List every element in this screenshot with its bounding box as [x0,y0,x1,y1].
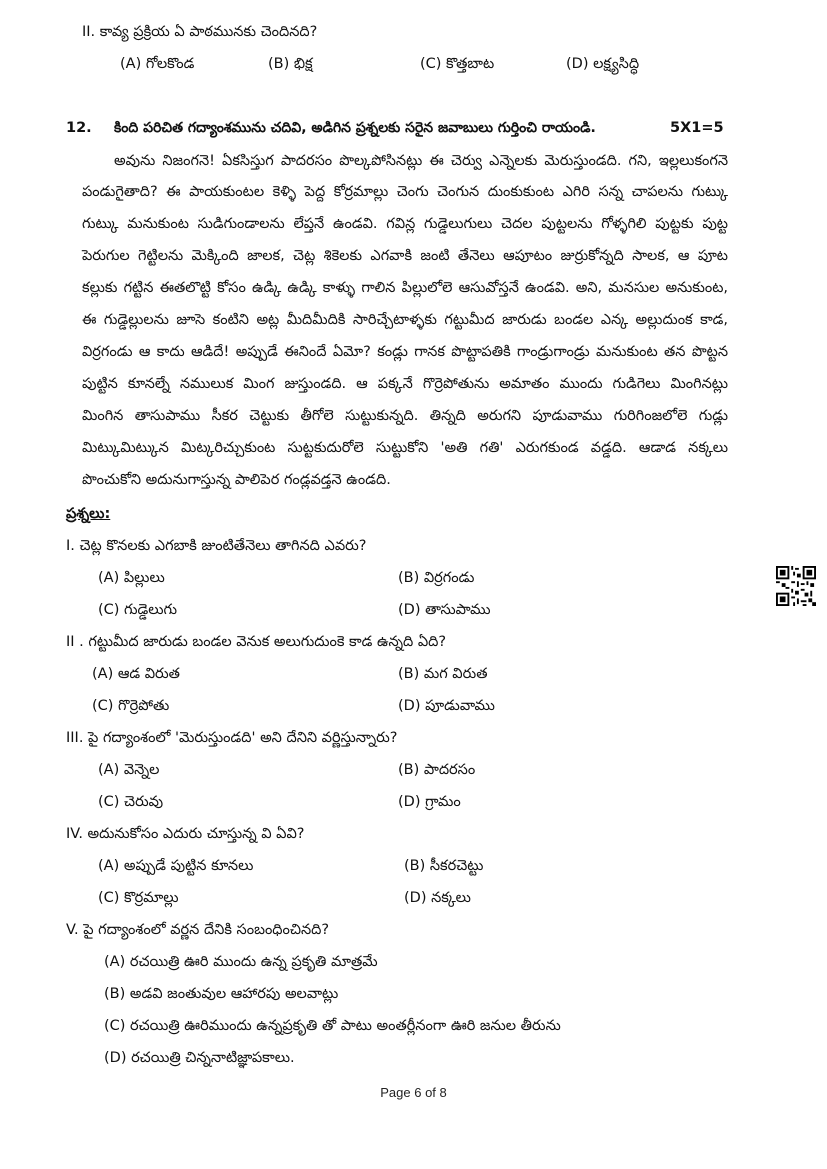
q5-option-b: (B) అడవి జంతువుల ఆహారపు అలవాట్లు [104,986,339,1002]
prev-option-c: (C) కొత్తబాట [420,56,495,72]
q4-option-c: (C) కొర్రమాల్లు [98,890,179,906]
passage-line: పెరుగుల గెట్టిలను మెక్కింది జాలక, చెట్ల శికెలకు ఎగవాకి జంటి తేనెలు ఆపూటం జుర్రుకోన్నది సాలక, ఆ పూట [82,248,728,264]
q2-option-d: (D) పూడువాము [398,698,495,714]
passage-line: ఈ గుడ్డెల్లులను జూసె కంటిని అట్ల మీదిమీదికి సారిచ్చేటాళ్ళకు గట్టుమీద జారుడు బండల ఎన్క అల్లుదుంక కాడ, [82,312,728,328]
passage-line: మిట్కుమిట్కున మిట్కరిచ్చుకుంట సుట్టకుదురోలె సుట్టుకోని 'అతి గతి' ఎరుగకుండ వడ్డది. ఆడాడ నక్కలు [82,440,728,456]
prev-option-b: (B) భిక్ష [268,56,313,72]
q2-option-c: (C) గొర్రెపోతు [92,698,170,714]
prev-question-text: II. కావ్య ప్రక్రియ ఏ పాఠమునకు చెందినది? [82,24,318,40]
page-number: Page 6 of 8 [380,1085,447,1100]
q3-option-a: (A) వెన్నెల [98,762,160,778]
passage-line: పుట్టిన కూనల్నే నములుక మింగ జుస్తుండది. ఆ పక్కనే గొర్రెపోతును అమాతం ముందు గుడిగెలు మింగినట్లు [82,376,728,392]
prev-option-d: (D) లక్ష్యసిద్ధి [566,56,640,72]
q3-option-c: (C) చెరువు [98,794,164,810]
passage-line: పండుగైతాది? ఈ పాయకుంటల కెళ్ళి పెద్ద కోర్రమాల్లు చెంగు చెంగున దుంకుకుంట ఎగిరి సన్న చాపలను గుట్కు [82,184,728,200]
sub-question-4: IV. అదునుకోసం ఎదురు చూస్తున్న వి ఏవి? [66,826,305,842]
qr-code-icon [776,566,816,606]
q1-option-d: (D) తాసుపాము [398,602,491,618]
q2-option-a: (A) ఆడ విరుత [92,666,180,682]
q3-option-d: (D) గ్రామం [398,794,461,810]
q5-option-a: (A) రచయిత్రి ఊరి ముందు ఉన్న ప్రకృతి మాత్రమే [104,954,378,970]
question-marks: 5X1=5 [670,120,724,136]
passage-line: కల్లుకు గట్టిన ఈతలొట్టి కోసం ఉడ్కి ఉడ్కి కాళ్ళు గాలిన పిల్లులోలె ఆసువోస్తనే ఉండవి. అని, మనసుల అనుకుంట, [82,280,728,296]
prev-option-a: (A) గోలకొండ [120,56,195,72]
q1-option-b: (B) విర్రగండు [398,570,475,586]
q1-option-a: (A) పిల్లులు [98,570,165,586]
passage-line: అవును నిజంగనె! ఏకసిస్తుగ పాదరసం పొల్కపోసినట్లు ఈ చెర్వు ఎన్నెలకు మెరుస్తుండది. గని, ఇల్లలుకంగనె [114,153,728,169]
passage-line: మింగిన తాసుపాము సీకర చెట్టుకు తీగోలె సుట్టుకున్నది. తిన్నది అరుగని పూడువాము గురిగింజలోలె గుడ్లు [82,408,728,424]
q4-option-a: (A) అప్పుడే పుట్టిన కూనలు [98,858,254,874]
q2-option-b: (B) మగ విరుత [398,666,488,682]
question-number: 12. [66,120,92,136]
q1-option-c: (C) గుడ్డెలుగు [98,602,178,618]
sub-question-2: II . గట్టుమీద జారుడు బండల వెనుక అలుగుదుంకె కాడ ఉన్నది ఏది? [66,634,447,650]
passage-line: పొంచుకోని అదునుగాస్తున్న పాలిపెర గండ్లవడ్తనె ఉండది. [82,472,391,488]
question-instruction: కింది పరిచిత గద్యాంశమును చదివి, అడిగిన ప్రశ్నలకు సరైన జవాబులు గుర్తించి రాయండి. [114,120,596,136]
q4-option-b: (B) సీకరచెట్టు [404,858,484,874]
q4-option-d: (D) నక్కలు [404,890,471,906]
sub-question-3: III. పై గద్యాంశంలో 'మెరుస్తుండది' అని దేనిని వర్ణిస్తున్నారు? [66,730,398,746]
q5-option-c: (C) రచయిత్రి ఊరిముందు ఉన్నప్రకృతి తో పాటు అంతర్లీనంగా ఊరి జనుల తీరును [104,1018,561,1034]
q5-option-d: (D) రచయిత్రి చిన్ననాటిజ్ఞాపకాలు. [104,1050,295,1066]
questions-heading: ప్రశ్నలు: [66,506,111,522]
sub-question-5: V. పై గద్యాంశంలో వర్ణన దేనికి సంబంధించినది? [66,922,330,938]
q3-option-b: (B) పాదరసం [398,762,476,778]
passage-line: గుట్కు మనుకుంట సుడిగుండాలను లేప్తనే ఉండవి. గవిన్ల గుడ్డెలుగులు చెదల పుట్టలను గోళ్ళగిలి పుట్టకు పుట్ట [82,216,728,232]
sub-question-1: I. చెట్ల కొనలకు ఎగబాకి జుంటితేనెలు తాగినది ఎవరు? [66,538,367,554]
passage-line: విర్రగండు ఆ కాదు ఆడిదే! అప్పుడే ఈనిందే ఏమో? కండ్లు గానక పొట్టాపతికి గాండ్రుగాండ్రు మనుకుంట తన పొట్టన [82,344,728,360]
